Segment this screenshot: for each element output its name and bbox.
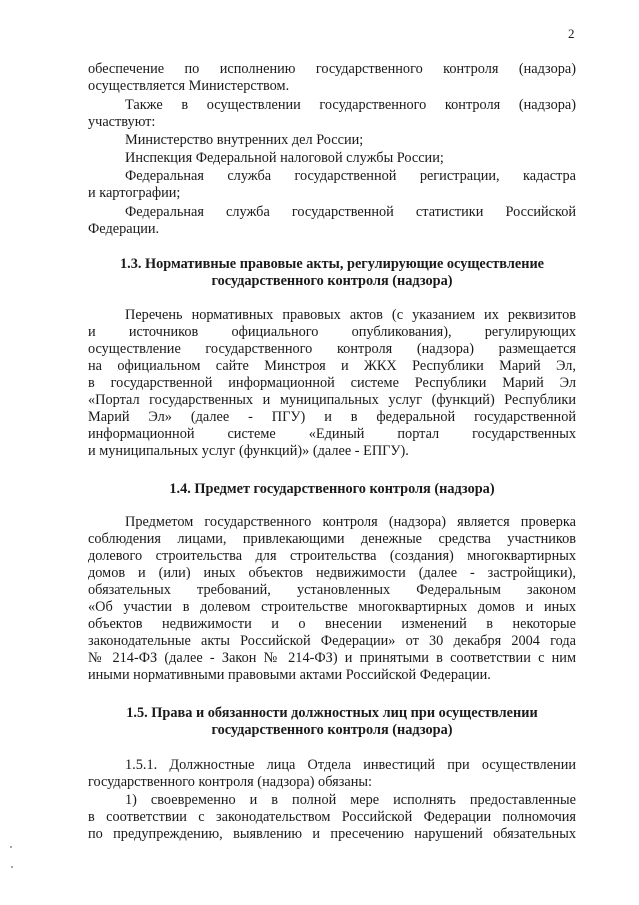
section-heading: 1.3. Нормативные правовые акты, регулирующие осуществление	[119, 256, 545, 272]
text-line: «Об участии в долевом строительстве многоквартирных домов и иных	[88, 599, 576, 615]
text-line: Федеральная служба государственной статистики Российской	[125, 204, 576, 220]
text-line: Марий Эл» (далее - ПГУ) и в федеральной государственной	[88, 409, 576, 425]
text-line: государственного контроля (надзора) обязаны:	[88, 774, 372, 790]
scan-speck	[10, 846, 12, 848]
section-heading: 1.5. Права и обязанности должностных лиц при осуществлении	[126, 705, 538, 721]
text-line: законодательные акты Российской Федерации» от 30 декабря 2004 года	[88, 633, 576, 649]
text-line: информационной системе «Единый портал государственных	[88, 426, 576, 442]
text-line: по предупреждению, выявлению и пресечению нарушений обязательных	[88, 826, 576, 842]
text-line: участвуют:	[88, 114, 156, 130]
scan-speck	[11, 866, 13, 868]
text-line: Перечень нормативных правовых актов (с указанием их реквизитов	[125, 307, 576, 323]
section-heading: государственного контроля (надзора)	[211, 273, 453, 289]
section-heading: государственного контроля (надзора)	[211, 722, 453, 738]
text-line: «Портал государственных и муниципальных услуг (функций) Республики	[88, 392, 576, 408]
text-line: домов и (или) иных объектов недвижимости (далее - застройщики),	[88, 565, 576, 581]
text-line: объектов недвижимости и о внесении изменений в некоторые	[88, 616, 576, 632]
section-heading: 1.4. Предмет государственного контроля (надзора)	[169, 481, 495, 497]
list-item: Министерство внутренних дел России;	[125, 132, 364, 148]
text-line: и муниципальных услуг (функций)» (далее - ЕПГУ).	[88, 443, 409, 459]
text-line: 1) своевременно и в полной мере исполнять предоставленные	[125, 792, 576, 808]
text-line: соблюдения лицами, привлекающими денежные средства участников	[88, 531, 576, 547]
text-line: на официальном сайте Минстроя и ЖКХ Республики Марий Эл,	[88, 358, 576, 374]
text-line: обязательных требований, установленных Федеральным законом	[88, 582, 576, 598]
text-line: Федерации.	[88, 221, 160, 237]
text-line: и источников официального опубликования), регулирующих	[88, 324, 576, 340]
text-line: обеспечение по исполнению государственного контроля (надзора)	[88, 61, 576, 77]
list-item: Инспекция Федеральной налоговой службы России;	[125, 150, 444, 166]
text-line: в государственной информационной системе Республики Марий Эл	[88, 375, 576, 391]
text-line: осуществляется Министерством.	[88, 78, 290, 94]
text-line: 1.5.1. Должностные лица Отдела инвестиций при осуществлении	[125, 757, 576, 773]
page-number: 2	[568, 26, 575, 41]
text-line: в соответствии с законодательством Российской Федерации полномочия	[88, 809, 576, 825]
text-line: № 214-ФЗ (далее - Закон № 214-ФЗ) и принятыми в соответствии с ним	[88, 650, 576, 666]
text-line: Предметом государственного контроля (надзора) является проверка	[125, 514, 576, 530]
text-line: Федеральная служба государственной регистрации, кадастра	[125, 168, 576, 184]
text-line: и картографии;	[88, 185, 181, 201]
text-line: Также в осуществлении государственного контроля (надзора)	[125, 97, 576, 113]
text-line: осуществление государственного контроля (надзора) размещается	[88, 341, 576, 357]
text-line: долевого строительства для строительства (создания) многоквартирных	[88, 548, 576, 564]
text-line: иными нормативными правовыми актами Российской Федерации.	[88, 667, 491, 683]
